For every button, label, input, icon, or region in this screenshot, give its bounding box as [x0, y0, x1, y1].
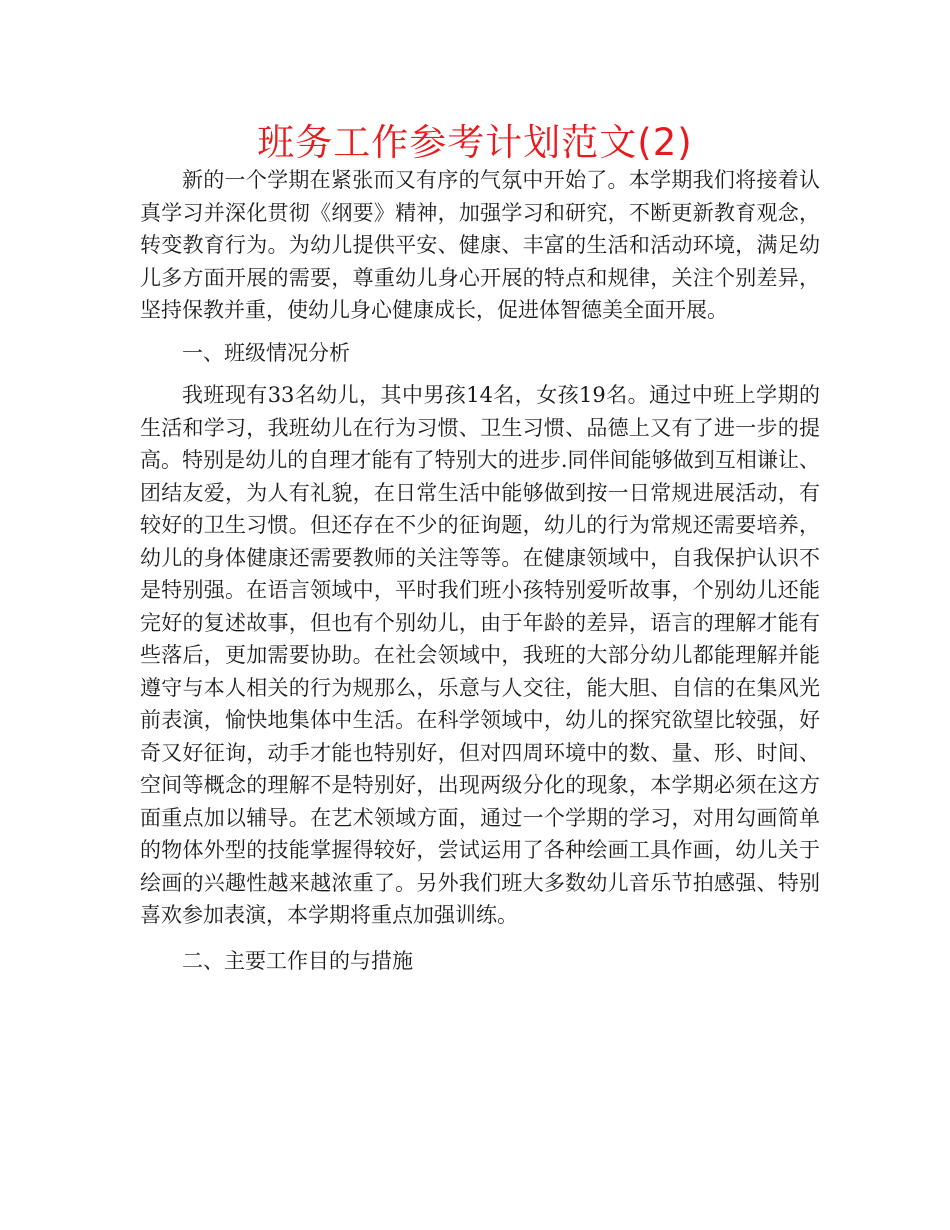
section-heading-goals-measures: 二、主要工作目的与措施 [182, 948, 413, 973]
document-body [140, 164, 820, 977]
class-analysis-paragraph: 我班现有33名幼儿，其中男孩14名，女孩19名。通过中班上学期的生活和学习，我班幼儿在行为习惯、卫生习惯、品德上又有了进一步的提高。特别是幼儿的自理才能有了特别大的进步.同伴间能够做到互相谦让、团结友爱，为人有礼貌，在日常生活中能够做到按一日常规进展活动，有较好的卫生习惯。但还存在不少的征询题，幼儿的行为常规还需要培养，幼儿的身体健康还需要教师的关注等等。在健康领域中，自我保护认识不是特别强。在语言领域中，平时我们班小孩特别爱听故事，个别幼儿还能完好的复述故事，但也有个别幼儿，由于年龄的差异，语言的理解才能有些落后，更加需要协助。在社会领域中，我班的大部分幼儿都能理解并能遵守与本人相关的行为规那么，乐意与人交往，能大胆、自信的在集风光前表演，愉快地集体中生活。在科学领域中，幼儿的探究欲望比较强，好奇又好征询，动手才能也特别好，但对四周环境中的数、量、形、时间、空间等概念的理解不是特别好，出现两级分化的现象，本学期必须在这方面重点加以辅导。在艺术领域方面，通过一个学期的学习，对用勾画简单的物体外型的技能掌握得较好，尝试运用了各种绘画工具作画，幼儿关于绘画的兴趣性越来越浓重了。另外我们班大多数幼儿音乐节拍感强、特别喜欢参加表演，本学期将重点加强训练。 [140, 383, 820, 927]
intro-paragraph: 新的一个学期在紧张而又有序的气氛中开始了。本学期我们将接着认真学习并深化贯彻《纲要》精神，加强学习和研究，不断更新教育观念，转变教育行为。为幼儿提供平安、健康、丰富的生活和活动环境，满足幼儿多方面开展的需要，尊重幼儿身心开展的特点和规律，关注个别差异，坚持保教并重，使幼儿身心健康成长，促进体智德美全面开展。 [140, 168, 820, 322]
document-title: 班务工作参考计划范文(2) [257, 121, 693, 164]
section-heading-class-analysis: 一、班级情况分析 [182, 340, 350, 365]
